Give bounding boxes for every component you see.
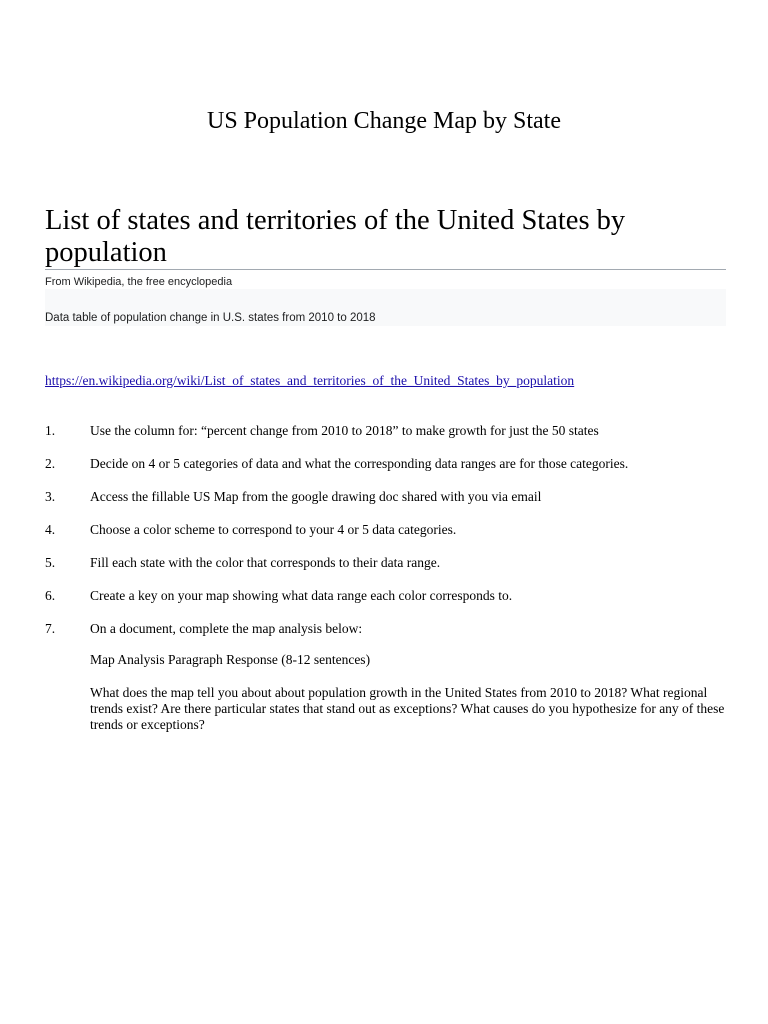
wikipedia-source-link[interactable]: https://en.wikipedia.org/wiki/List_of_states_and_territories_of_the_United_States_by_population — [45, 373, 575, 388]
step-number: 1. — [45, 423, 56, 438]
instruction-step — [45, 456, 735, 472]
step-number: 7. — [45, 621, 56, 636]
step-text: On a document, complete the map analysis below: — [90, 621, 363, 636]
step-text: Choose a color scheme to correspond to your 4 or 5 data categories. — [90, 522, 457, 537]
instruction-step — [45, 588, 735, 604]
step-number: 2. — [45, 456, 56, 471]
instruction-step — [45, 489, 735, 505]
instruction-step — [45, 621, 735, 637]
page-title: US Population Change Map by State — [207, 108, 561, 134]
wiki-subtitle: From Wikipedia, the free encyclopedia — [45, 276, 233, 288]
step-number: 4. — [45, 522, 56, 537]
step-text: Fill each state with the color that corresponds to their data range. — [90, 555, 441, 570]
step-text: Create a key on your map showing what data range each color corresponds to. — [90, 588, 513, 603]
step-text: Access the fillable US Map from the google drawing doc shared with you via email — [90, 489, 542, 504]
step-number: 6. — [45, 588, 56, 603]
instruction-list — [45, 423, 735, 654]
step-number: 5. — [45, 555, 56, 570]
table-caption: Data table of population change in U.S. states from 2010 to 2018 — [45, 312, 376, 324]
table-caption-box — [45, 289, 726, 326]
step-number: 3. — [45, 489, 56, 504]
step-text: Use the column for: “percent change from 2010 to 2018” to make growth for just the 50 states — [90, 423, 599, 438]
instruction-step — [45, 555, 735, 571]
analysis-title: Map Analysis Paragraph Response (8-12 sentences) — [90, 652, 371, 667]
analysis-prompt: What does the map tell you about about population growth in the United States from 2010 to 2018? What regional trends exist? Are there particular states that stand out as exceptions? What causes do you hypothesize for any of these trends or exceptions? — [90, 685, 725, 732]
step-text: Decide on 4 or 5 categories of data and what the corresponding data ranges are for those categories. — [90, 456, 629, 471]
instruction-step — [45, 423, 735, 439]
heading-divider — [45, 269, 726, 270]
wiki-article-heading: List of states and territories of the United States by population — [45, 205, 626, 268]
instruction-step — [45, 522, 735, 538]
